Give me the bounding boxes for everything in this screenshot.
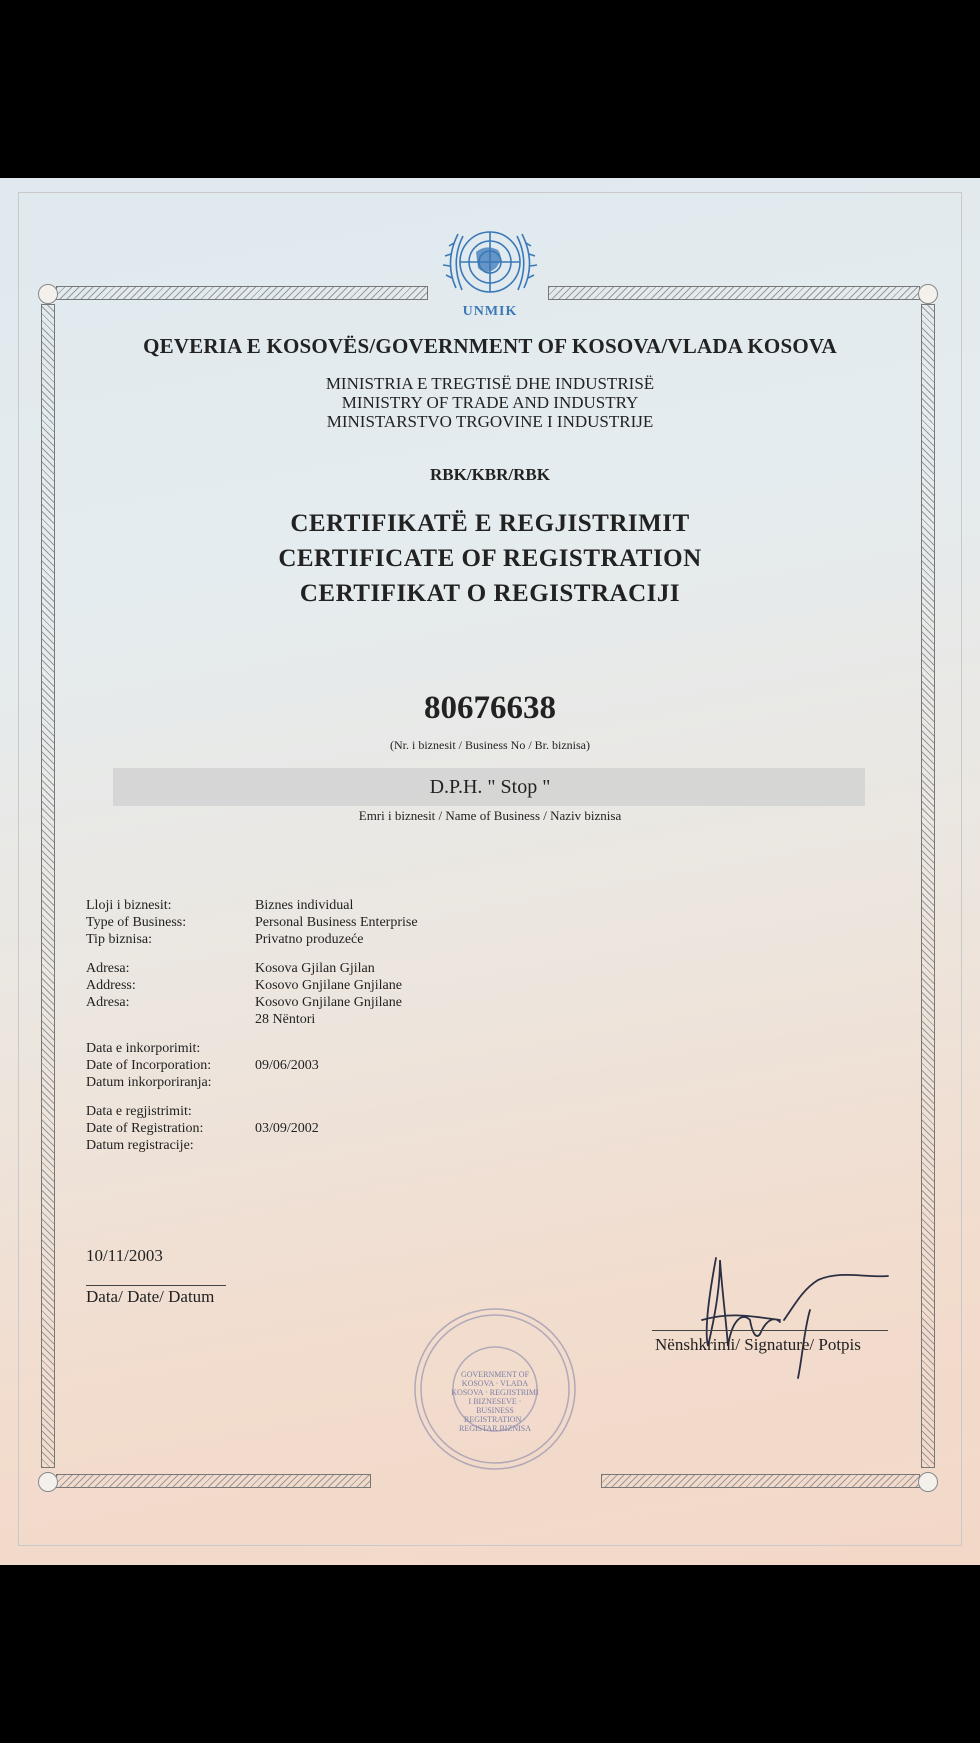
business-name-caption: Emri i biznesit / Name of Business / Naziv biznisa xyxy=(358,808,622,823)
type-label: Type of Business: xyxy=(86,915,187,930)
unmik-label: UNMIK xyxy=(462,304,518,319)
frame-corner xyxy=(38,1472,58,1492)
issue-date: 10/11/2003 xyxy=(86,1246,163,1265)
frame-corner xyxy=(918,284,938,304)
address-value: Kosovo Gnjilane Gnjilane xyxy=(255,978,402,993)
address-value: 28 Nëntori xyxy=(255,1012,316,1027)
business-name: D.P.H. " Stop " xyxy=(429,776,551,798)
registration-label: Datum registracije: xyxy=(86,1138,194,1153)
stamp-text: GOVERNMENT OF KOSOVA · VLADA KOSOVA · REGJISTRIMI I BIZNESEVE · BUSINESS REGISTRATION · REGISTAR BIZNISA xyxy=(451,1370,539,1433)
certificate-title-en: CERTIFICATE OF REGISTRATION xyxy=(278,545,702,572)
incorporation-label: Datum inkorporiranja: xyxy=(86,1075,212,1090)
address-label: Adresa: xyxy=(86,961,130,976)
business-number-caption: (Nr. i biznesit / Business No / Br. biznisa) xyxy=(390,738,590,752)
incorporation-label: Data e inkorporimit: xyxy=(86,1041,201,1056)
government-title: QEVERIA E KOSOVËS/GOVERNMENT OF KOSOVA/VLADA KOSOVA xyxy=(143,334,837,358)
ministry-line-en: MINISTRY OF TRADE AND INDUSTRY xyxy=(341,393,639,412)
incorporation-date: 09/06/2003 xyxy=(255,1058,319,1073)
address-label: Adresa: xyxy=(86,995,130,1010)
signature-line xyxy=(652,1330,888,1331)
type-value: Privatno produzeće xyxy=(255,932,364,947)
ministry-line-sr: MINISTARSTVO TRGOVINE I INDUSTRIJE xyxy=(326,412,654,431)
frame-bottom-left xyxy=(56,1474,371,1488)
certificate-title-sr: CERTIFIKAT O REGISTRACIJI xyxy=(299,580,681,607)
ministry-line-sq: MINISTRIA E TREGTISË DHE INDUSTRISË xyxy=(325,374,655,393)
address-value: Kosova Gjilan Gjilan xyxy=(255,961,375,976)
type-label: Lloji i biznesit: xyxy=(86,898,172,913)
frame-corner xyxy=(38,284,58,304)
frame-top-left xyxy=(56,286,428,300)
registry-code: RBK/KBR/RBK xyxy=(430,465,550,484)
frame-bottom-right xyxy=(601,1474,920,1488)
date-line xyxy=(86,1285,226,1286)
type-value: Personal Business Enterprise xyxy=(255,915,418,930)
registration-label: Date of Registration: xyxy=(86,1121,204,1136)
address-label: Address: xyxy=(86,978,136,993)
date-caption: Data/ Date/ Datum xyxy=(86,1287,215,1306)
un-emblem-icon xyxy=(438,218,542,308)
registration-label: Data e regjistrimit: xyxy=(86,1104,192,1119)
address-value: Kosovo Gnjilane Gnjilane xyxy=(255,995,402,1010)
registration-date: 03/09/2002 xyxy=(255,1121,319,1136)
handwritten-signature xyxy=(690,1250,890,1380)
certificate-title-sq: CERTIFIKATË E REGJISTRIMIT xyxy=(290,510,690,537)
signature-caption: Nënshkrimi/ Signature/ Potpis xyxy=(655,1335,861,1354)
business-number: 80676638 xyxy=(424,690,556,726)
frame-corner xyxy=(918,1472,938,1492)
type-label: Tip biznisa: xyxy=(86,932,152,947)
type-value: Biznes individual xyxy=(255,898,354,913)
incorporation-label: Date of Incorporation: xyxy=(86,1058,212,1073)
frame-top-right xyxy=(548,286,920,300)
